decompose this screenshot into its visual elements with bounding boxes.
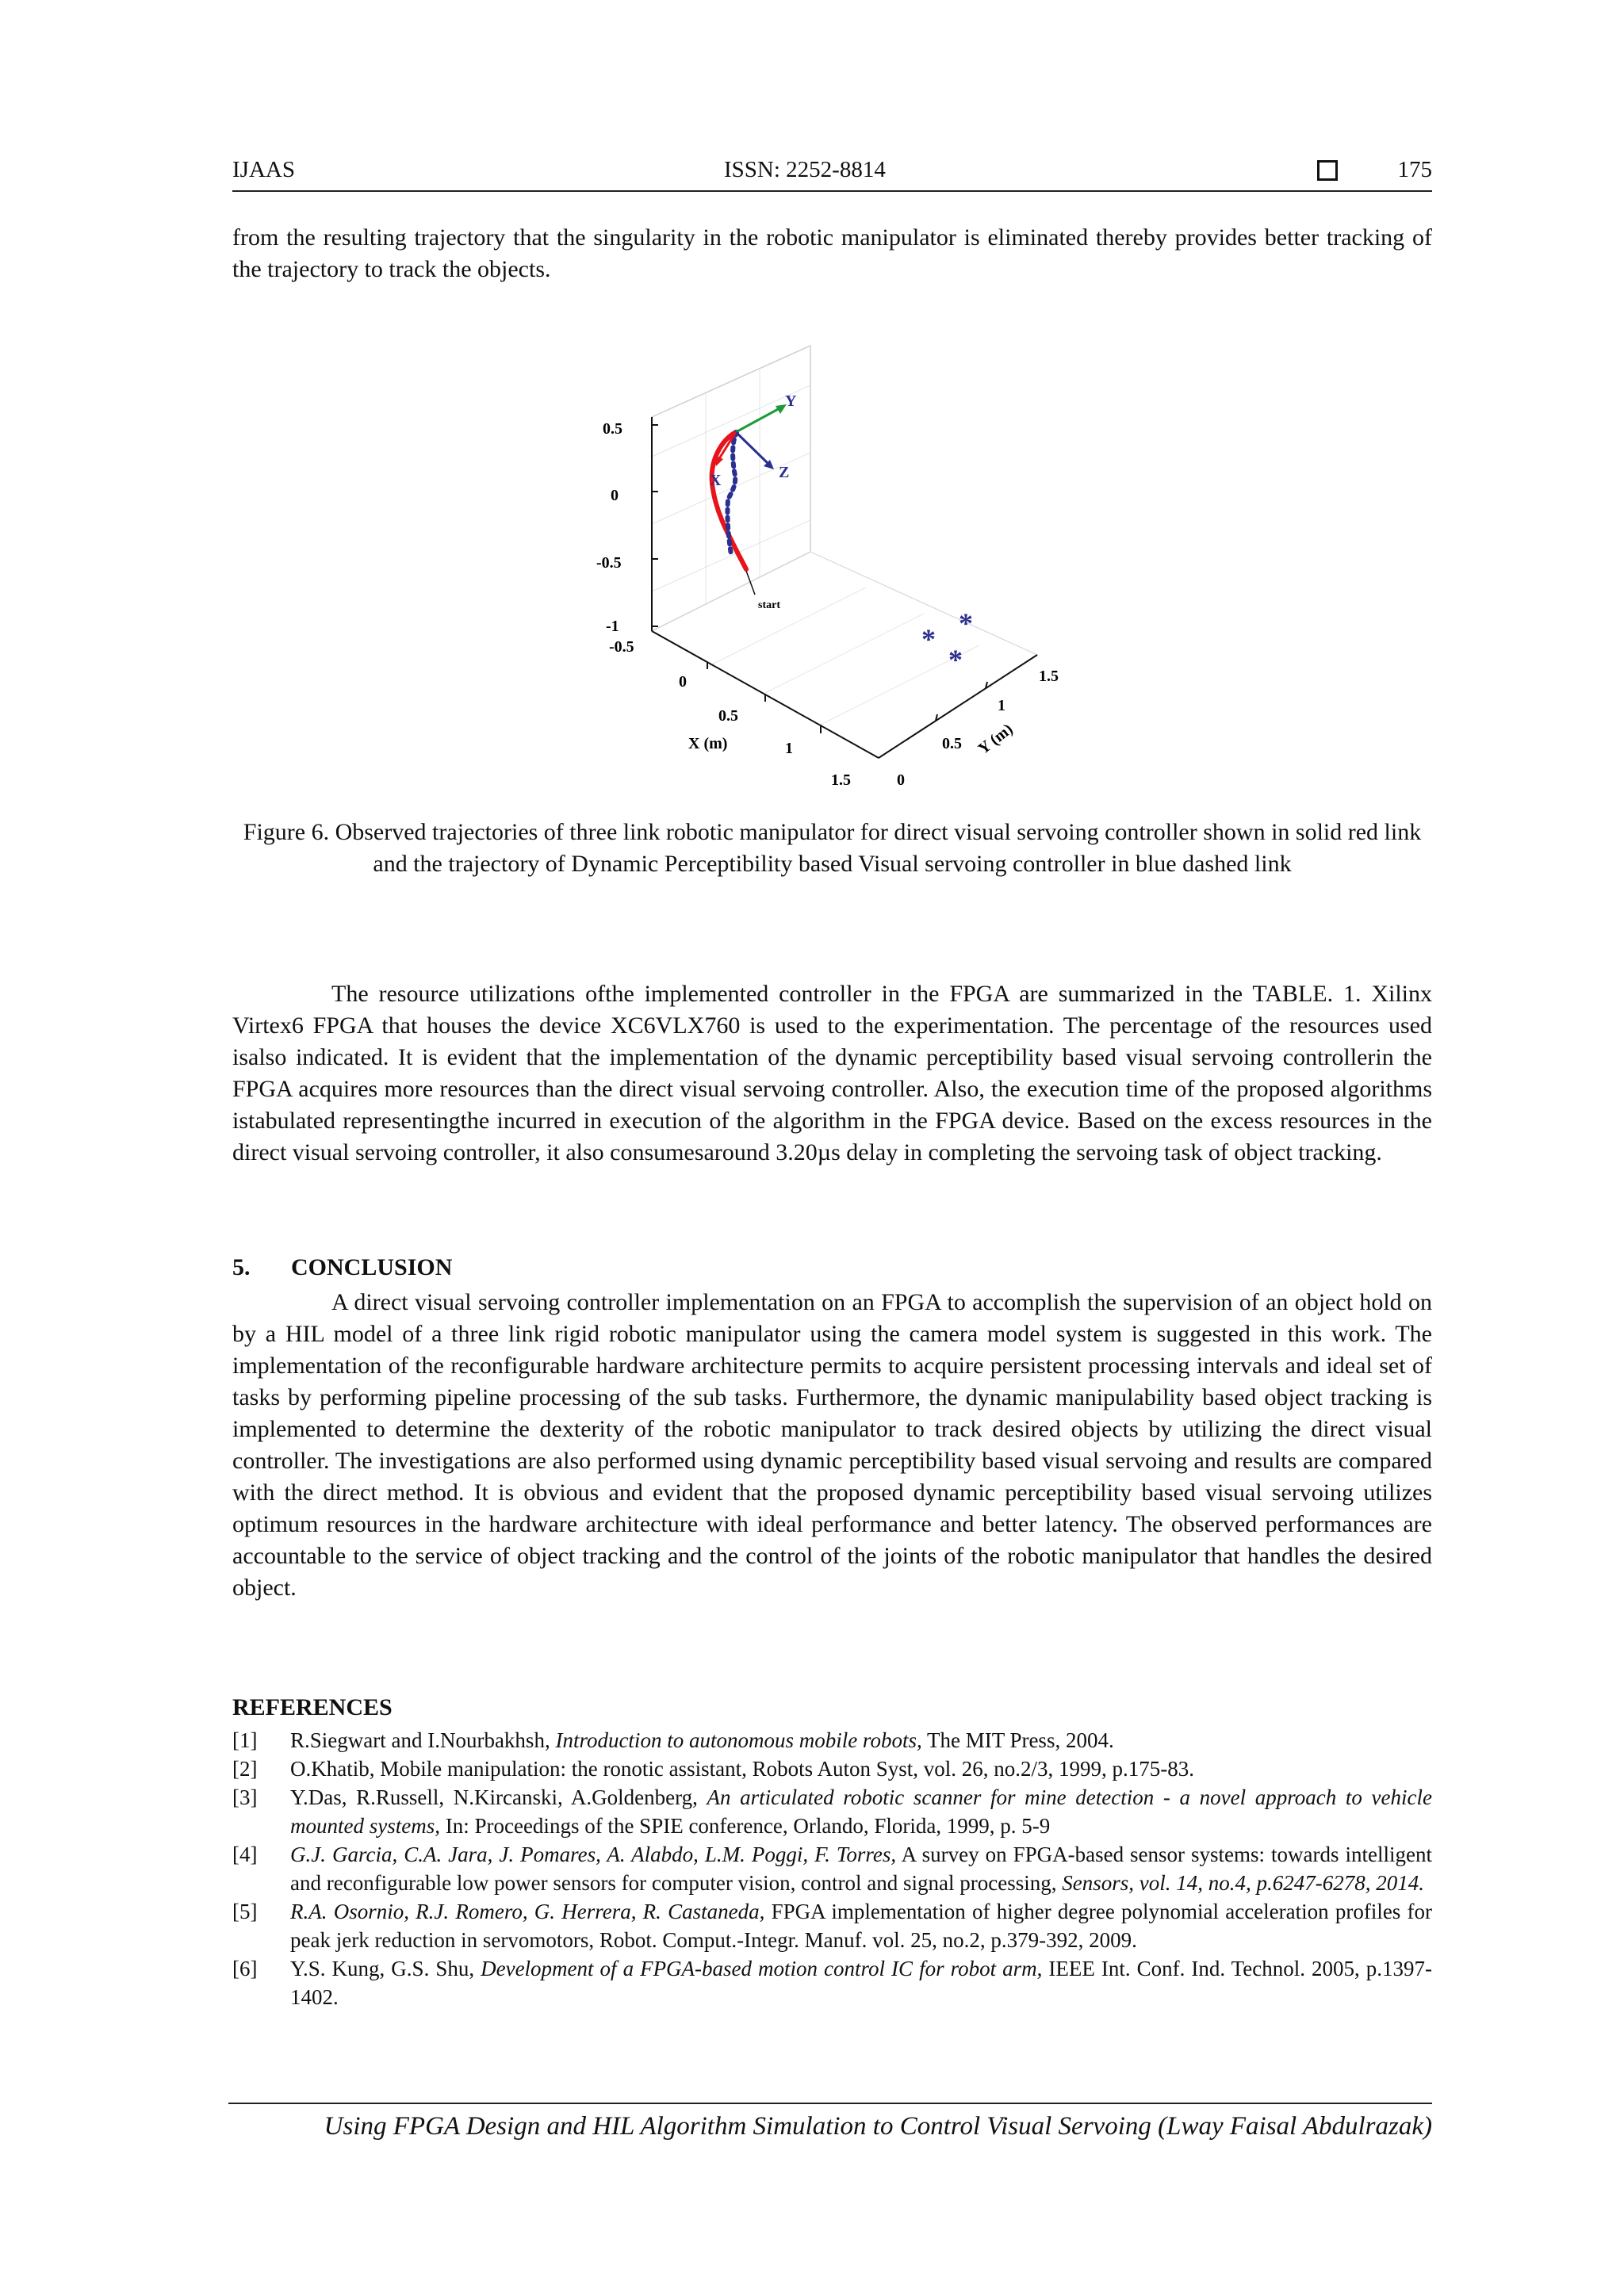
section-heading — [232, 1254, 452, 1281]
reference-item: [1] R.Siegwart and I.Nourbakhsh, Introduction to autonomous mobile robots, The MIT Press, 2004. — [232, 1728, 1114, 1752]
trajectory-plot — [579, 341, 1071, 801]
x-axis-label: X (m) — [688, 735, 728, 752]
reference-item: [5] R.A. Osornio, R.J. Romero, G. Herrera, R. Castaneda, FPGA implementation of higher degree polynomial acceleration profiles for peak jerk reduction in servomotors, Robot. Comput.-Integr. Manuf. vol. 25, no.2, p.379-392, 2009. — [232, 1900, 1433, 1952]
reference-item: [4] G.J. Garcia, C.A. Jara, J. Pomares, A. Alabdo, L.M. Poggi, F. Torres, A survey on FPGA-based sensor systems: towards intelligent and reconfigurable low power sensors for computer vision, control and signal processing, Sensors, vol. 14, no.4, p.6247-6278, 2014. — [232, 1843, 1432, 1895]
z-tick: -0.5 — [596, 554, 622, 572]
intro-paragraph: from the resulting trajectory that the singularity in the robotic manipulator is eliminated thereby provides better tracking of the trajectory to track the objects. — [232, 224, 1432, 282]
x-tick: 1.5 — [831, 771, 851, 789]
y-frame-arrow — [736, 408, 781, 432]
floor — [652, 552, 1037, 758]
z-tick: -1 — [606, 618, 619, 635]
y-tick: 1 — [998, 697, 1005, 714]
conclusion-paragraph: A direct visual servoing controller implementation on an FPGA to accomplish the supervision of an object hold on by a HIL model of a three link rigid robotic manipulator using the camera model system is suggested in this work. The implementation of the reconfigurable hardware architecture permits to acquire persistent processing intervals and ideal set of tasks by performing pipeline processing of the sub tasks. Furthermore, the dynamic manipulability based object tracking is implemented to determine the dexterity of the robotic manipulator to track desired objects by utilizing the direct visual controller. The investigations are also performed using dynamic perceptibility based visual servoing and results are compared with the direct method. It is obvious and evident that the proposed dynamic perceptibility based visual servoing utilizes optimum resources in the hardware architecture with ideal performance and better latency. The observed performances are accountable to the service of object tracking and the control of the joints of the robotic manipulator that handles the desired object. — [232, 1289, 1432, 1601]
reference-item: [2] O.Khatib, Mobile manipulation: the ronotic assistant, Robots Auton Syst, vol. 26, no.2/3, 1999, p.175-83. — [232, 1757, 1194, 1781]
journal-name: IJAAS — [232, 157, 295, 182]
page-header — [232, 155, 1432, 192]
axis-ticks — [652, 425, 987, 733]
body-paragraph: The resource utilizations ofthe implemented controller in the FPGA are summarized in the TABLE. 1. Xilinx Virtex6 FPGA that houses the device XC6VLX760 is used to the experimentation. The percentage of the resources used isalso indicated. It is evident that the implementation of the dynamic perceptibility based visual servoing controllerin the FPGA acquires more resources than the direct visual servoing controller. Also, the execution time of the proposed algorithms istabulated representingthe incurred in execution of the algorithm in the FPGA device. Based on the excess resources in the direct visual servoing controller, it also consumesaround 3.20µs delay in completing the servoing task of object tracking. — [232, 981, 1432, 1165]
section-number: 5. — [232, 1254, 251, 1280]
z-tick: 0.5 — [603, 420, 622, 438]
figure-caption: Figure 6. Observed trajectories of three link robotic manipulator for direct visual servoing controller shown in solid red link and the trajectory of Dynamic Perceptibility based Visual servoing controller in blue dashed link — [243, 819, 1422, 877]
frame-label-x: X — [710, 472, 722, 489]
x-tick: 0 — [679, 673, 687, 691]
x-tick: -0.5 — [609, 638, 634, 656]
y-tick: 0 — [897, 771, 905, 789]
target-marker: * — [948, 644, 963, 675]
references-heading: REFERENCES — [232, 1694, 393, 1720]
reference-item: [6] Y.S. Kung, G.S. Shu, Development of a FPGA-based motion control IC for robot arm, IEEE Int. Conf. Ind. Technol. 2005, p.1397-1402. — [232, 1957, 1432, 2009]
figure-6 — [579, 341, 1071, 801]
page-footer: Using FPGA Design and HIL Algorithm Simulation to Control Visual Servoing (Lway Faisal Abdulrazak) — [228, 2103, 1432, 2141]
grid-line — [652, 520, 810, 591]
reference-item: [3] Y.Das, R.Russell, N.Kircanski, A.Goldenberg, An articulated robotic scanner for mine detection - a novel approach to vehicle mounted systems, In: Proceedings of the SPIE conference, Orlando, Florida, 1999, p. 5-9 — [232, 1785, 1432, 1838]
reference-list — [232, 1726, 1432, 2011]
arrowhead — [714, 455, 723, 466]
x-tick: 0.5 — [718, 707, 738, 725]
start-label: start — [758, 599, 780, 611]
page-number: 175 — [1397, 157, 1432, 182]
target-marker: * — [921, 623, 936, 655]
issn: ISSN: 2252-8814 — [724, 157, 886, 182]
y-tick: 0.5 — [942, 735, 962, 752]
section-title: CONCLUSION — [291, 1254, 453, 1280]
frame-label-z: Z — [779, 464, 790, 481]
y-tick: 1.5 — [1039, 668, 1059, 685]
x-tick: 1 — [785, 740, 793, 757]
y-axis-label: Y (m) — [975, 720, 1017, 758]
z-frame-arrow — [736, 432, 769, 465]
target-marker: * — [959, 607, 973, 639]
frame-label-y: Y — [785, 392, 797, 410]
square-icon — [1317, 160, 1338, 181]
z-tick: 0 — [611, 487, 619, 504]
